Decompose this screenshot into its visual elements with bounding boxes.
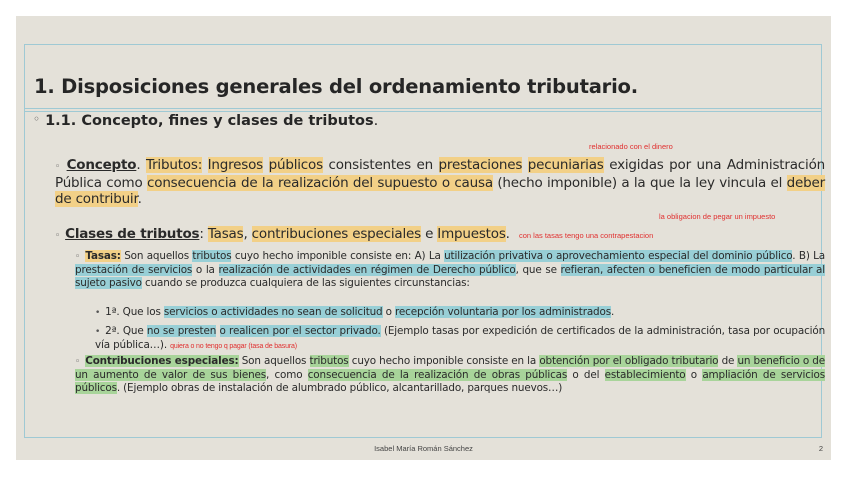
bullet-icon: ◦	[33, 112, 41, 126]
bullet-icon: •	[95, 327, 101, 337]
content-frame	[24, 108, 826, 438]
clases-paragraph: ◦ Clases de tributos: Tasas, contribuciones especiales e Impuestos.	[55, 226, 510, 242]
tasas-item-1: • 1ª. Que los servicios o actividades no sean de solicitud o recepción voluntaria por los administrados.	[95, 306, 615, 318]
tasas-paragraph: ◦ Tasas: Son aquellos tributos cuyo hecho imponible consiste en: A) La utilización privativa o aprovechamiento especial del dominio público. B) La prestación de servicios o la realización de actividades en régimen de Derecho público, que se refieran, afecten o beneficien de modo particular al sujeto pasivo cuando se produzca cualquiera de las siguientes circunstancias:	[75, 250, 826, 290]
contribuciones-label: Contribuciones especiales:	[85, 355, 239, 367]
bullet-icon: ◦	[75, 357, 81, 367]
tasas-label: Tasas:	[85, 250, 121, 262]
concepto-paragraph: ◦ Concepto. Tributos: Ingresos públicos consistentes en prestaciones pecuniarias exigidas por una Administración Pública como consecuencia de la realización del supuesto o causa (hecho imponible) a la que la ley vincula el deber de contribuir.	[55, 157, 825, 207]
note-tasas: con las tasas tengo una contrapestacion	[519, 231, 654, 240]
contribuciones-paragraph: ◦ Contribuciones especiales: Son aquellos tributos cuyo hecho imponible consiste en la obtención por el obligado tributario de un beneficio o de un aumento de valor de sus bienes, como consecuencia de la realización de obras públicas o del establecimiento o ampliación de servicios públicos. (Ejemplo obras de instalación de alumbrado público, alcantarillado, parques nuevos…)	[75, 355, 825, 395]
bullet-icon: •	[95, 308, 101, 318]
bullet-icon: ◦	[55, 231, 61, 241]
title-frame	[24, 44, 822, 112]
note-obligacion: la obligacion de pegar un impuesto	[659, 212, 776, 221]
page-number: 2	[818, 444, 823, 453]
footer-author: Isabel María Román Sánchez	[374, 444, 473, 453]
bullet-icon: ◦	[55, 162, 62, 172]
tasas-item-2: • 2ª. Que no se presten o realicen por el sector privado. (Ejemplo tasas por expedición de certificados de la administración, tasa por ocupación vía pública…). quiera o no tengo q pagar (tasa de basura)	[95, 325, 826, 352]
concepto-label: Concepto	[66, 157, 137, 173]
slide-title: 1. Disposiciones generales del ordenamiento tributario.	[34, 75, 638, 98]
bullet-icon: ◦	[75, 252, 81, 262]
note-basura: quiera o no tengo q pagar (tasa de basura)	[170, 343, 297, 351]
slide	[16, 16, 831, 460]
section-heading: ◦ 1.1. Concepto, fines y clases de tributos.	[33, 112, 379, 129]
note-dinero: relacionado con el dinero	[589, 142, 673, 151]
clases-label: Clases de tributos	[65, 226, 200, 242]
